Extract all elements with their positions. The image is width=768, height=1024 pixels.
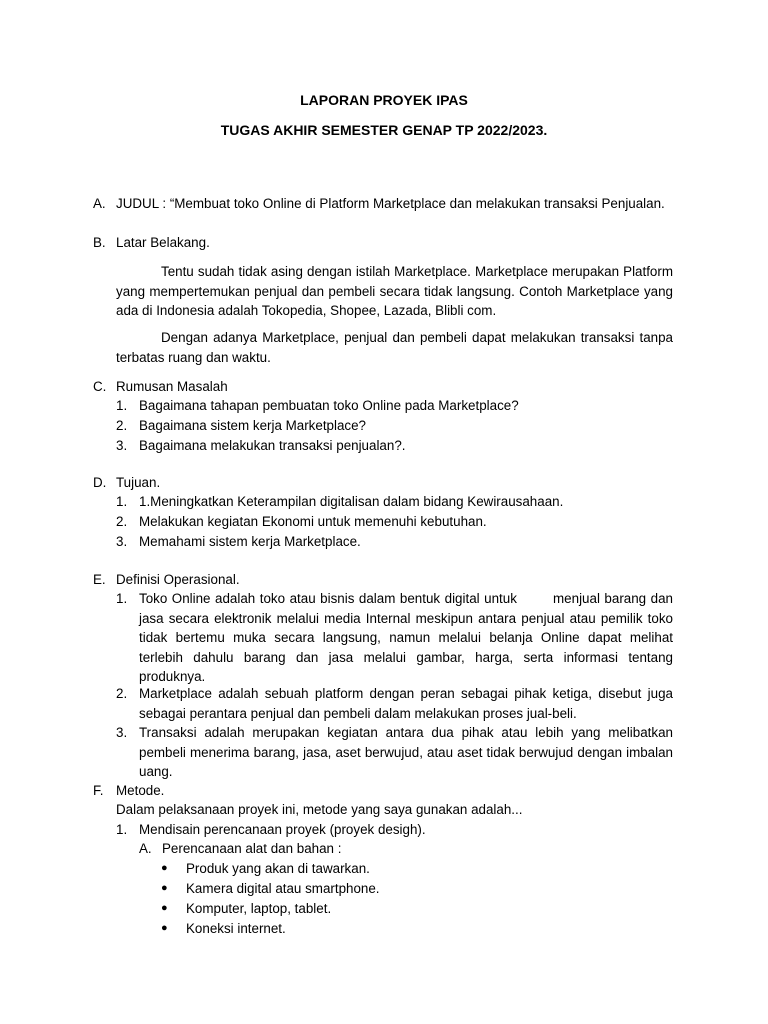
report-subtitle: TUGAS AKHIR SEMESTER GENAP TP 2022/2023. — [220, 122, 548, 138]
section-f-label: F. — [93, 783, 104, 798]
bullet-icon: ● — [161, 902, 168, 914]
list-item-number: 2. — [116, 514, 128, 529]
bullet-icon: ● — [161, 862, 168, 874]
list-item-number: 3. — [116, 534, 128, 549]
list-item-number: 3. — [116, 725, 128, 740]
list-item: Marketplace adalah sebuah platform dengan peran sebagai pihak ketiga, disebut juga sebagai perantara penjual dan pembeli dalam melakukan proses jual-beli. — [139, 686, 673, 721]
section-a-label: A. — [93, 196, 106, 211]
section-d-label: D. — [93, 475, 107, 490]
section-e-heading: Definisi Operasional. — [116, 572, 240, 587]
bullet-item: Komputer, laptop, tablet. — [186, 901, 332, 916]
list-item-number: 1. — [116, 494, 128, 509]
bullet-icon: ● — [161, 922, 168, 934]
list-item: Bagaimana sistem kerja Marketplace? — [139, 418, 367, 433]
report-title: LAPORAN PROYEK IPAS — [300, 92, 468, 108]
sub-item-label: A. — [139, 841, 152, 856]
list-item: Transaksi adalah merupakan kegiatan antara dua pihak atau lebih yang melibatkan pembeli menerima barang, jasa, aset berwujud, atau aset tidak berwujud dengan imbalan uang. — [139, 725, 673, 779]
section-c-label: C. — [93, 379, 107, 394]
bullet-icon: ● — [161, 882, 168, 894]
sub-item-text: Perencanaan alat dan bahan : — [162, 841, 342, 856]
list-item: Memahami sistem kerja Marketplace. — [139, 534, 361, 549]
section-e-label: E. — [93, 572, 106, 587]
list-item: Mendisain perencanaan proyek (proyek desigh). — [139, 822, 426, 837]
list-item-number: 2. — [116, 686, 128, 701]
section-c-heading: Rumusan Masalah — [116, 379, 228, 394]
section-b-label: B. — [93, 235, 106, 250]
list-item-number: 1. — [116, 398, 128, 413]
list-item-number: 3. — [116, 438, 128, 453]
bullet-item: Produk yang akan di tawarkan. — [186, 861, 370, 876]
section-f-heading: Metode. — [116, 783, 165, 798]
list-item-number: 1. — [116, 591, 128, 606]
section-b-heading: Latar Belakang. — [116, 235, 210, 250]
list-item: Bagaimana melakukan transaksi penjualan?. — [139, 438, 406, 453]
list-item-number: 1. — [116, 822, 128, 837]
list-item: Melakukan kegiatan Ekonomi untuk memenuhi kebutuhan. — [139, 514, 487, 529]
section-a-text: JUDUL : “Membuat toko Online di Platform Marketplace dan melakukan transaksi Penjualan. — [116, 196, 665, 211]
section-b-paragraph-2: Dengan adanya Marketplace, penjual dan pembeli dapat melakukan transaksi tanpa terbatas ruang dan waktu. — [116, 330, 673, 365]
list-item-number: 2. — [116, 418, 128, 433]
section-d-heading: Tujuan. — [116, 475, 161, 490]
list-item: 1.Meningkatkan Keterampilan digitalisan dalam bidang Kewirausahaan. — [139, 494, 564, 509]
bullet-item: Koneksi internet. — [186, 921, 286, 936]
section-f-intro: Dalam pelaksanaan proyek ini, metode yang saya gunakan adalah... — [116, 802, 523, 817]
section-b-paragraph-1: Tentu sudah tidak asing dengan istilah Marketplace. Marketplace merupakan Platform yang mempertemukan penjual dan pembeli secara tidak langsung. Contoh Marketplace yang ada di Indonesia adalah Tokopedia, Shopee, Lazada, Blibli com. — [116, 264, 673, 318]
list-item: Bagaimana tahapan pembuatan toko Online pada Marketplace? — [139, 398, 519, 413]
bullet-item: Kamera digital atau smartphone. — [186, 881, 380, 896]
list-item: Toko Online adalah toko atau bisnis dalam bentuk digital untuk menjual barang dan jasa secara elektronik melalui media Internal meskipun antara penjual atau pemilik toko tidak bertemu muka secara langsung, namun melalui belanja Online dapat melihat terlebih dahulu barang dan jasa melalui gambar, harga, serta informasi tentang produknya. — [139, 591, 677, 684]
